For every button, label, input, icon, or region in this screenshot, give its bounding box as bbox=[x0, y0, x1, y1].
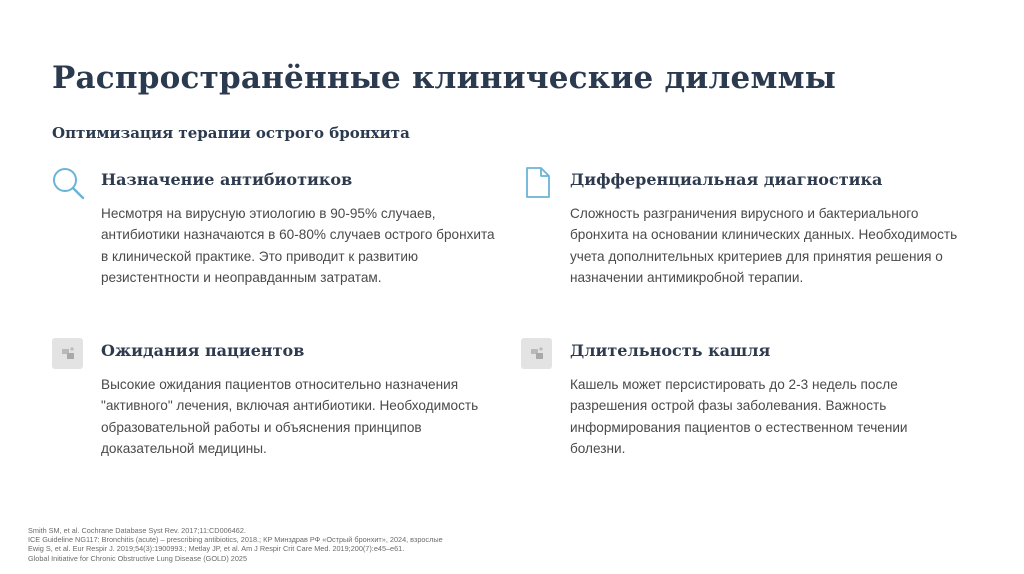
reference-line: Ewig S, et al. Eur Respir J. 2019;54(3):1900993.; Metlay JP, et al. Am J Respir Crit Care Med. 2019;200(7):e45–e61. bbox=[28, 544, 405, 554]
reference-line: Smith SM, et al. Cochrane Database Syst Rev. 2017;11:CD006462. bbox=[28, 526, 246, 535]
slide-title: Распространённые клинические дилеммы bbox=[52, 60, 837, 96]
card-body: Сложность разграничения вирусного и бактериального бронхита на основании клинических данных. Необходимость учета дополнительных критериев для принятия решения о назначении антимикробной терапии. bbox=[570, 206, 958, 285]
card-patient-expectations bbox=[51, 337, 479, 467]
references bbox=[28, 526, 443, 563]
card-heading: Назначение антибиотиков bbox=[101, 170, 353, 189]
card-heading: Ожидания пациентов bbox=[101, 341, 305, 360]
image-placeholder-icon bbox=[520, 337, 554, 371]
card-cough-duration bbox=[520, 337, 920, 467]
card-heading: Дифференциальная диагностика bbox=[570, 170, 883, 189]
reference-line: Global Initiative for Chronic Obstructive Lung Disease (GOLD) 2025 bbox=[28, 553, 248, 563]
document-icon bbox=[520, 166, 554, 200]
card-body: Высокие ожидания пациентов относительно назначения "активного" лечения, включая антибиотики. Необходимость образовательной работы и объяснения принципов доказательной медицины. bbox=[101, 377, 479, 456]
card-body: Несмотря на вирусную этиологию в 90-95% случаев, антибиотики назначаются в 60-80% случаев острого бронхита в клинической практике. Это приводит к развитию резистентности и неоправданным затратам. bbox=[101, 206, 495, 285]
search-icon bbox=[51, 166, 85, 200]
slide-subtitle: Оптимизация терапии острого бронхита bbox=[52, 124, 410, 142]
image-placeholder-icon bbox=[51, 337, 85, 371]
card-antibiotics bbox=[51, 166, 495, 296]
card-body: Кашель может персистировать до 2-3 недель после разрешения острой фазы заболевания. Важность информирования пациентов о естественном течении болезни. bbox=[570, 377, 908, 456]
card-differential bbox=[520, 166, 958, 316]
card-heading: Длительность кашля bbox=[570, 341, 771, 360]
reference-line: ICE Guideline NG117: Bronchitis (acute) – prescribing antibiotics, 2018.; КР Минздрав РФ «Острый бронхит», 2024, взрослые bbox=[28, 535, 443, 545]
